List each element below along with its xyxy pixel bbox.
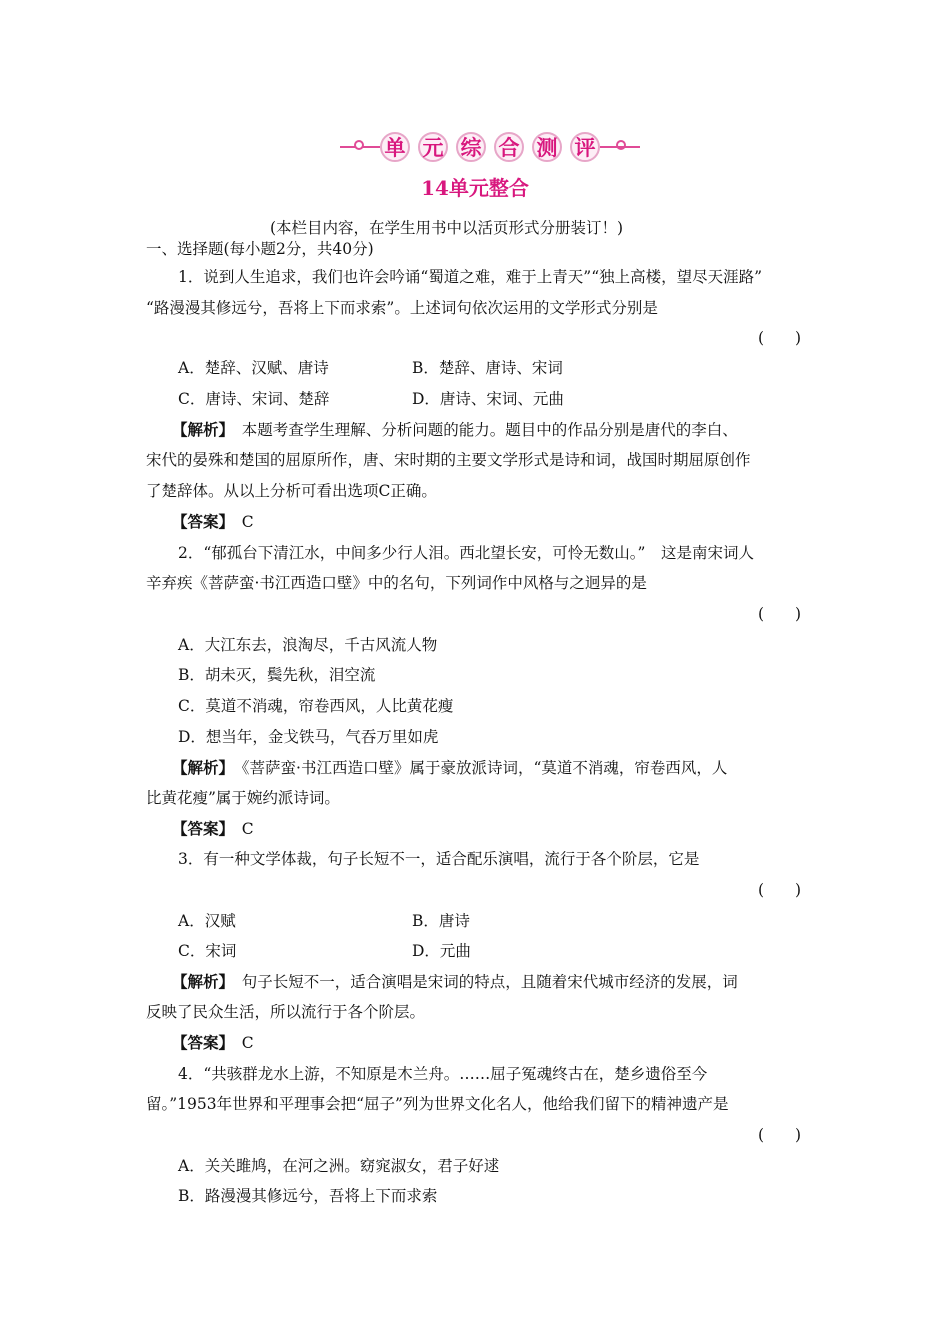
option: B．楚辞、唐诗、宋词	[412, 359, 563, 377]
analysis-text: 句子长短不一，适合演唱是宋词的特点，且随着宋代城市经济的发展，词	[226, 973, 738, 991]
answer-paren: ( )	[758, 329, 802, 347]
answer-line	[172, 818, 254, 840]
question-1-stem-line-1: 1．说到人生追求，我们也许会吟诵“蜀道之难，难于上青天”“独上高楼，望尽天涯路”	[178, 268, 763, 286]
option: D．想当年，金戈铁马，气吞万里如虎	[178, 728, 439, 746]
option: B．胡未灭，鬓先秋，泪空流	[178, 666, 376, 684]
answer-paren: ( )	[758, 605, 802, 623]
answer-label: 【答案】	[172, 1033, 227, 1052]
answer-label: 【答案】	[172, 819, 227, 838]
option: A．关关雎鸠，在河之洲。窈窕淑女，君子好逑	[178, 1157, 500, 1175]
option: A．汉赋	[178, 912, 236, 930]
question-4-stem-line-1: 4．“共骇群龙水上游，不知原是木兰舟。……屈子冤魂终古在，楚乡遗俗至今	[178, 1065, 708, 1083]
option: A．大江东去，浪淘尽，千古风流人物	[178, 636, 438, 654]
option: C．莫道不消魂，帘卷西风，人比黄花瘦	[178, 697, 454, 715]
analysis-label: 【解析】	[172, 972, 227, 991]
answer-label: 【答案】	[172, 512, 227, 531]
option: C．宋词	[178, 942, 237, 960]
answer-line	[172, 511, 254, 533]
option: B．唐诗	[412, 912, 470, 930]
banner-char: 合	[494, 132, 524, 162]
question-1-stem-line-2: “路漫漫其修远兮，吾将上下而求索”。上述词句依次运用的文学形式分别是	[146, 299, 658, 317]
analysis-label: 【解析】	[172, 420, 227, 439]
analysis-line: 反映了民众生活，所以流行于各个阶层。	[146, 1003, 426, 1021]
option: A．楚辞、汉赋、唐诗	[178, 359, 329, 377]
analysis-text: 本题考查学生理解、分析问题的能力。题目中的作品分别是唐代的李白、	[226, 421, 738, 439]
question-4-stem-line-2: 留。”1953年世界和平理事会把“屈子”列为世界文化名人，他给我们留下的精神遗产是	[146, 1095, 729, 1113]
banner-char: 测	[532, 132, 562, 162]
option: D．元曲	[412, 942, 471, 960]
answer-value: C	[226, 513, 254, 531]
answer-value: C	[226, 1034, 254, 1052]
answer-value: C	[226, 820, 254, 838]
banner-char: 综	[456, 132, 486, 162]
banner-chars	[380, 132, 600, 162]
option: B．路漫漫其修远兮，吾将上下而求索	[178, 1187, 438, 1205]
analysis-line	[172, 757, 727, 779]
option: D．唐诗、宋词、元曲	[412, 390, 564, 408]
banner-dot-left	[354, 140, 364, 150]
question-3-stem-line-1: 3．有一种文学体裁，句子长短不一，适合配乐演唱，流行于各个阶层，它是	[178, 850, 700, 868]
binding-note: (本栏目内容，在学生用书中以活页形式分册装订！)	[270, 219, 624, 237]
option: C．唐诗、宋词、楚辞	[178, 390, 330, 408]
question-2-stem-line-2: 辛弃疾《菩萨蛮·书江西造口壁》中的名句，下列词作中风格与之迥异的是	[146, 574, 647, 592]
analysis-line	[172, 971, 738, 993]
analysis-label: 【解析】	[172, 758, 227, 777]
question-2-stem-line-1: 2．“郁孤台下清江水，中间多少行人泪。西北望长安，可怜无数山。” 这是南宋词人	[178, 544, 754, 562]
analysis-line	[172, 419, 738, 441]
banner-char: 单	[380, 132, 410, 162]
answer-paren: ( )	[758, 881, 802, 899]
banner-char: 元	[418, 132, 448, 162]
answer-line	[172, 1032, 254, 1054]
analysis-line: 了楚辞体。从以上分析可看出选项C正确。	[146, 482, 437, 500]
banner-line-right	[600, 146, 640, 148]
banner-char: 评	[570, 132, 600, 162]
analysis-line: 宋代的晏殊和楚国的屈原所作，唐、宋时期的主要文学形式是诗和词，战国时期屈原创作	[146, 451, 751, 469]
section-heading: 一、选择题(每小题2分，共40分)	[146, 240, 374, 258]
unit-title: 14单元整合	[421, 176, 529, 200]
analysis-line: 比黄花瘦”属于婉约派诗词。	[146, 789, 340, 807]
section-banner	[340, 128, 640, 164]
banner-dot-right	[616, 140, 626, 150]
analysis-text: 《菩萨蛮·书江西造口壁》属于豪放派诗词，“莫道不消魂，帘卷西风，人	[226, 759, 728, 777]
answer-paren: ( )	[758, 1126, 802, 1144]
